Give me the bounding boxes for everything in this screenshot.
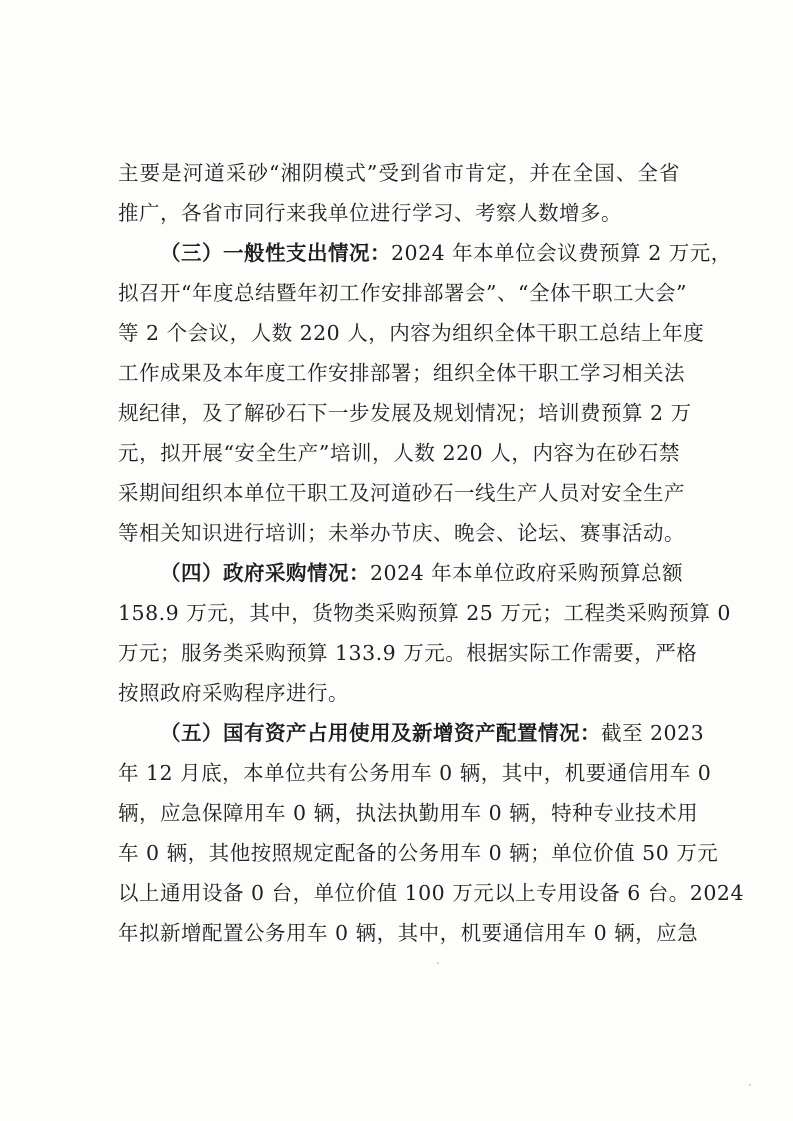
section-heading-4: （四）政府采购情况： <box>160 561 370 585</box>
scan-speck <box>749 1084 751 1086</box>
text-line: 主要是河道采砂“湘阴模式”受到省市肯定，并在全国、全省 <box>118 161 680 185</box>
section-heading-3: （三）一般性支出情况： <box>160 241 391 265</box>
text-span: 2024 年本单位会议费预算 2 万元， <box>391 241 732 265</box>
text-span: 2024 年本单位政府采购预算总额 <box>370 561 684 585</box>
text-line: 等 2 个会议，人数 220 人，内容为组织全体干职工总结上年度 <box>118 321 705 345</box>
text-line: 工作成果及本年度工作安排部署；组织全体干职工学习相关法 <box>118 361 685 385</box>
text-line: 拟召开“年度总结暨年初工作安排部署会”、“全体干职工大会” <box>118 281 687 305</box>
text-line <box>160 718 705 748</box>
text-line: 规纪律，及了解砂石下一步发展及规划情况；培训费预算 2 万 <box>118 401 692 425</box>
text-line: 年拟新增配置公务用车 0 辆，其中，机要通信用车 0 辆，应急 <box>118 921 699 945</box>
text-line: 年 12 月底，本单位共有公务用车 0 辆，其中，机要通信用车 0 <box>118 761 712 785</box>
text-line: 等相关知识进行培训；未举办节庆、晚会、论坛、赛事活动。 <box>118 521 685 545</box>
scan-speck <box>437 962 439 964</box>
text-line <box>160 558 684 588</box>
text-line: 采期间组织本单位干职工及河道砂石一线生产人员对安全生产 <box>118 481 685 505</box>
text-line <box>160 238 732 268</box>
text-line: 万元；服务类采购预算 133.9 万元。根据实际工作需要，严格 <box>118 641 698 665</box>
text-line: 按照政府采购程序进行。 <box>118 681 349 705</box>
text-line: 辆，应急保障用车 0 辆，执法执勤用车 0 辆，特种专业技术用 <box>118 801 699 825</box>
text-line: 车 0 辆，其他按照规定配备的公务用车 0 辆；单位价值 50 万元 <box>118 841 719 865</box>
text-line: 推广，各省市同行来我单位进行学习、考察人数增多。 <box>118 201 622 225</box>
text-line: 以上通用设备 0 台，单位价值 100 万元以上专用设备 6 台。2024 <box>118 881 744 905</box>
section-heading-5: （五）国有资产占用使用及新增资产配置情况： <box>160 721 601 745</box>
text-line: 元，拟开展“安全生产”培训，人数 220 人，内容为在砂石禁 <box>118 441 680 465</box>
text-line: 158.9 万元，其中，货物类采购预算 25 万元；工程类采购预算 0 <box>118 601 731 625</box>
text-span: 截至 2023 <box>601 721 705 745</box>
